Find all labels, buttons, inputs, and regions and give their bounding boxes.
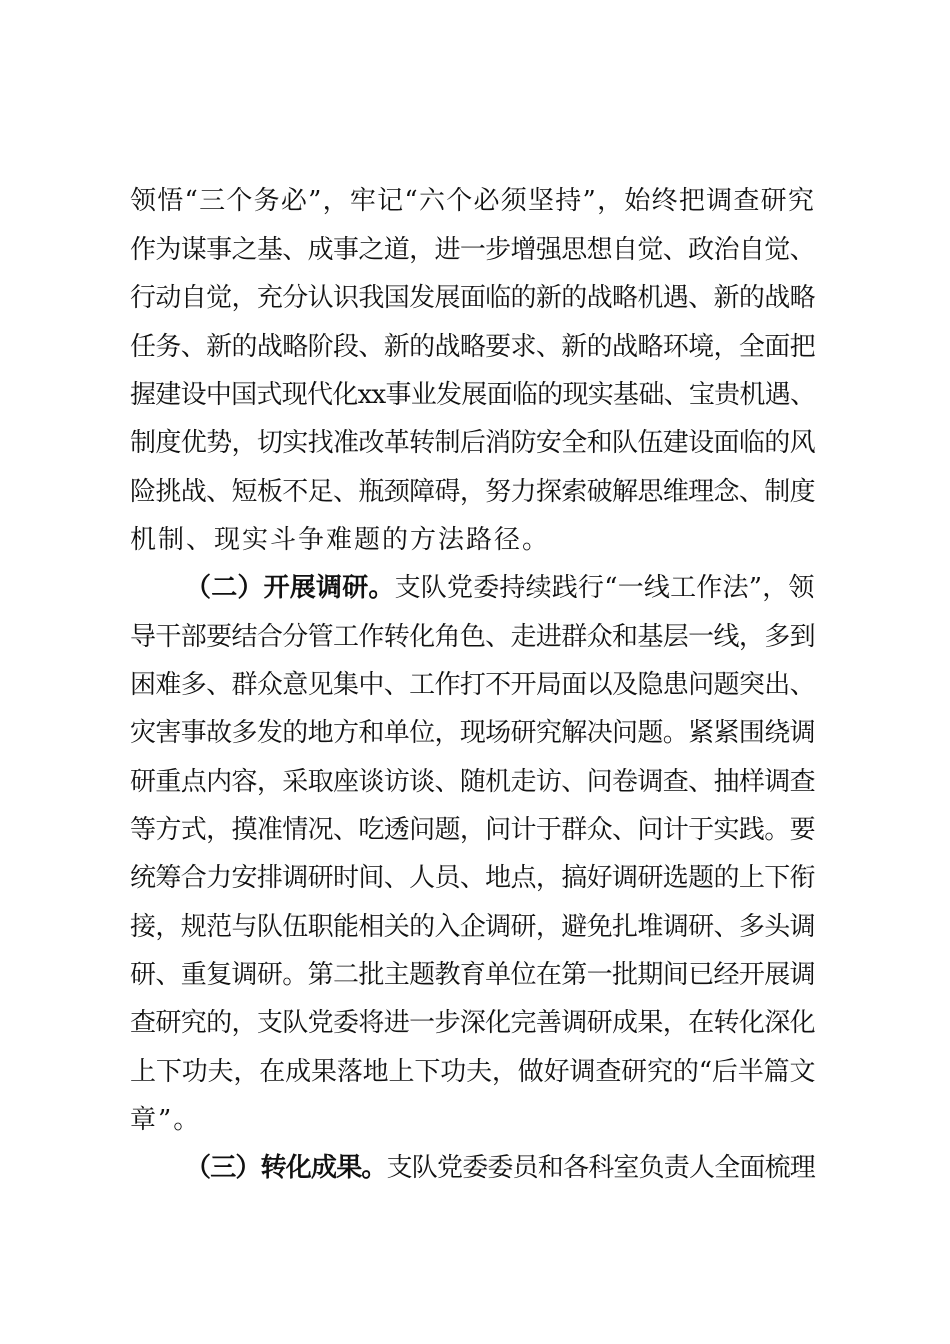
paragraph2-line-6: 等方式，摸准情况、吃透问题，问计于群众、问计于实践。要 <box>130 815 816 845</box>
paragraph3-first-line-text: 支队党委委员和各科室负责人全面梳理 <box>386 1153 816 1183</box>
paragraph1-line-8: 机制、现实斗争难题的方法路径。 <box>130 525 551 555</box>
paragraph1-line-4: 任务、新的战略阶段、新的战略要求、新的战略环境，全面把 <box>130 332 816 362</box>
paragraph2-line-7: 统筹合力安排调研时间、人员、地点，搞好调研选题的上下衔 <box>130 863 816 893</box>
paragraph2-first-line-text: 支队党委持续践行“一线工作法”，领 <box>394 573 815 603</box>
paragraph2-line-2: 导干部要结合分管工作转化角色、走进群众和基层一线，多到 <box>130 622 816 652</box>
paragraph2-line-12: 章”。 <box>130 1105 202 1135</box>
paragraph1-line-1: 领悟“三个务必”，牢记“六个必须坚持”，始终把调查研究 <box>130 186 816 216</box>
paragraph2-line-9: 研、重复调研。第二批主题教育单位在第一批期间已经开展调 <box>130 960 816 990</box>
paragraph1-line-5: 握建设中国式现代化xx事业发展面临的现实基础、宝贵机遇、 <box>130 380 816 410</box>
paragraph2-line-3: 困难多、群众意见集中、工作打不开局面以及隐患问题突出、 <box>130 670 816 700</box>
paragraph2-line-5: 研重点内容，采取座谈访谈、随机走访、问卷调查、抽样调查 <box>130 767 816 797</box>
paragraph1-line-7: 险挑战、短板不足、瓶颈障碍，努力探索破解思维理念、制度 <box>130 477 816 507</box>
paragraph2-line-8: 接，规范与队伍职能相关的入企调研，避免扎堆调研、多头调 <box>130 912 816 942</box>
paragraph2-line-4: 灾害事故多发的地方和单位，现场研究解决问题。紧紧围绕调 <box>130 718 816 748</box>
section-heading-2: （二）开展调研。 <box>185 573 395 603</box>
paragraph2-line-11: 上下功夫，在成果落地上下功夫，做好调查研究的“后半篇文 <box>130 1057 816 1087</box>
paragraph1-line-2: 作为谋事之基、成事之道，进一步增强思想自觉、政治自觉、 <box>130 235 816 265</box>
paragraph2-first-line <box>185 568 815 608</box>
paragraph1-line-6: 制度优势，切实找准改革转制后消防安全和队伍建设面临的风 <box>130 428 816 458</box>
paragraph1-line-3: 行动自觉，充分认识我国发展面临的新的战略机遇、新的战略 <box>130 283 816 313</box>
section-heading-3: （三）转化成果。 <box>185 1153 387 1183</box>
paragraph3-first-line <box>185 1148 815 1188</box>
paragraph2-line-10: 查研究的，支队党委将进一步深化完善调研成果，在转化深化 <box>130 1008 816 1038</box>
